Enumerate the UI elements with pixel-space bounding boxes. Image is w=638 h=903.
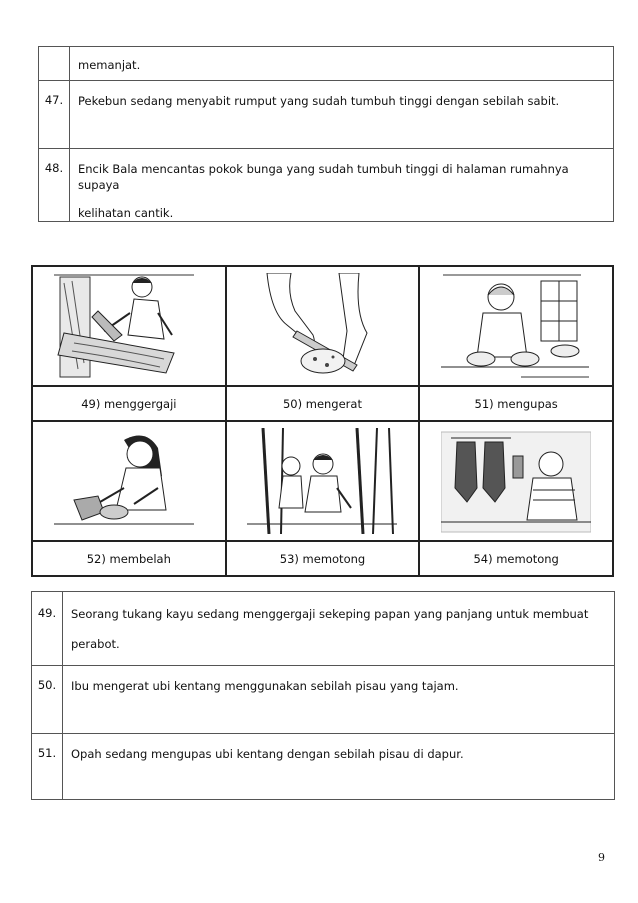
grandmother-peeling-illustration: [441, 273, 591, 379]
sentence-cell: [70, 149, 614, 222]
picture-caption: 52) membelah: [32, 541, 226, 576]
picture-caption: 51) mengupas: [419, 386, 613, 421]
sentence-line: kelihatan cantik.: [78, 206, 174, 220]
sentence-line: perabot.: [71, 637, 120, 651]
picture-cell: [32, 421, 226, 541]
girl-splitting-fruit-illustration: [54, 428, 204, 534]
sentence-line: Encik Bala mencantas pokok bunga yang sudah tumbuh tinggi di halaman rumahnya supaya: [78, 162, 569, 192]
picture-cell: [226, 266, 420, 386]
row-number: [39, 47, 70, 81]
caption-row: [32, 541, 613, 576]
sentence-cell: [63, 592, 615, 666]
picture-row: [32, 421, 613, 541]
sentence-line: Pekebun sedang menyabit rumput yang sudah tumbuh tinggi dengan sebilah sabit.: [78, 94, 560, 108]
butcher-cutting-meat-illustration: [441, 428, 591, 534]
caption-row: [32, 386, 613, 421]
picture-cell: [419, 421, 613, 541]
table-row: [39, 81, 614, 149]
picture-cell: [419, 266, 613, 386]
picture-caption: 49) menggergaji: [32, 386, 226, 421]
carpenter-sawing-illustration: [54, 273, 204, 379]
picture-row: [32, 266, 613, 386]
hands-cutting-potato-illustration: [247, 273, 397, 379]
sentence-cell: [70, 47, 614, 81]
row-number: 50.: [32, 666, 63, 734]
sentence-cell: [63, 666, 615, 734]
sentence-line: Seorang tukang kayu sedang menggergaji sekeping papan yang panjang untuk membuat: [71, 607, 589, 621]
picture-cell: [32, 266, 226, 386]
sentence-line: Ibu mengerat ubi kentang menggunakan sebilah pisau yang tajam.: [71, 679, 459, 693]
sentence-cell: [70, 81, 614, 149]
row-number: 49.: [32, 592, 63, 666]
table-row: [39, 47, 614, 81]
table-row: [32, 666, 615, 734]
picture-cell: [226, 421, 420, 541]
sentence-table-top: [38, 46, 614, 222]
picture-grid: [31, 265, 614, 577]
row-number: 51.: [32, 734, 63, 800]
picture-caption: 50) mengerat: [226, 386, 420, 421]
table-row: [32, 592, 615, 666]
table-row: [39, 149, 614, 222]
picture-caption: 53) memotong: [226, 541, 420, 576]
sentence-line: Opah sedang mengupas ubi kentang dengan sebilah pisau di dapur.: [71, 747, 464, 761]
row-number: 47.: [39, 81, 70, 149]
sentence-table-bottom: [31, 591, 615, 800]
table-row: [32, 734, 615, 800]
children-cutting-bamboo-illustration: [247, 428, 397, 534]
sentence-line: memanjat.: [78, 58, 141, 72]
picture-caption: 54) memotong: [419, 541, 613, 576]
page-number: 9: [598, 851, 605, 864]
sentence-cell: [63, 734, 615, 800]
row-number: 48.: [39, 149, 70, 222]
